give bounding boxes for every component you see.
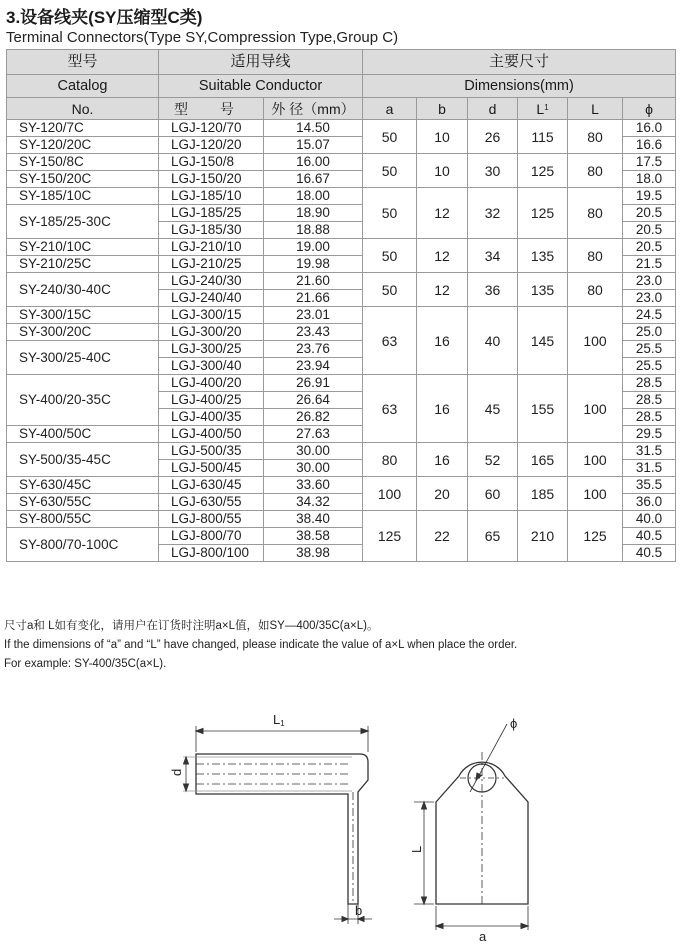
- l-cell: 100: [568, 375, 623, 443]
- l1-cell: 210: [518, 511, 568, 562]
- catalog-cell: SY-300/15C: [7, 307, 159, 324]
- od-cell: 19.00: [264, 239, 363, 256]
- header-catalog-en: Catalog: [7, 75, 159, 98]
- catalog-cell: SY-300/20C: [7, 324, 159, 341]
- label-phi: ϕ: [510, 716, 518, 731]
- od-cell: 16.00: [264, 154, 363, 171]
- conductor-cell: LGJ-400/25: [159, 392, 264, 409]
- a-cell: 50: [363, 188, 417, 239]
- l-cell: 100: [568, 477, 623, 511]
- b-cell: 16: [417, 375, 468, 443]
- note-cn: 尺寸a和 L如有变化，请用户在订货时注明a×L值，如SY—400/35C(a×L)。: [4, 620, 379, 632]
- d-cell: 52: [468, 443, 518, 477]
- b-cell: 10: [417, 120, 468, 154]
- table-row: [7, 188, 676, 205]
- header-od: 外 径（mm）: [264, 98, 363, 120]
- connector-diagram: [0, 690, 700, 945]
- d-cell: 34: [468, 239, 518, 273]
- header-type-label: 型 号: [174, 100, 248, 117]
- a-cell: 50: [363, 120, 417, 154]
- dimension-l1: [196, 726, 368, 752]
- d-cell: 26: [468, 120, 518, 154]
- table-row: [7, 120, 676, 137]
- b-cell: 22: [417, 511, 468, 562]
- conductor-cell: LGJ-300/20: [159, 324, 264, 341]
- header-catalog-cn: 型号: [7, 50, 159, 75]
- d-cell: 65: [468, 511, 518, 562]
- d-cell: 30: [468, 154, 518, 188]
- phi-cell: 23.0: [623, 290, 676, 307]
- phi-cell: 25.5: [623, 358, 676, 375]
- l1-cell: 135: [518, 239, 568, 273]
- catalog-cell: SY-120/20C: [7, 137, 159, 154]
- conductor-cell: LGJ-150/8: [159, 154, 264, 171]
- conductor-cell: LGJ-240/30: [159, 273, 264, 290]
- phi-cell: 25.5: [623, 341, 676, 358]
- header-conductor-cn: 适用导线: [159, 50, 363, 75]
- conductor-cell: LGJ-120/70: [159, 120, 264, 137]
- b-cell: 10: [417, 154, 468, 188]
- phi-cell: 24.5: [623, 307, 676, 324]
- header-b: b: [417, 98, 468, 120]
- catalog-cell: SY-210/10C: [7, 239, 159, 256]
- d-cell: 60: [468, 477, 518, 511]
- conductor-cell: LGJ-500/45: [159, 460, 264, 477]
- table-row: [7, 273, 676, 290]
- a-cell: 63: [363, 375, 417, 443]
- l1-cell: 125: [518, 188, 568, 239]
- phi-cell: 17.5: [623, 154, 676, 171]
- d-cell: 40: [468, 307, 518, 375]
- l1-cell: 125: [518, 154, 568, 188]
- note-en-1: If the dimensions of “a” and “L” have changed, please indicate the value of a×L when place the order.: [4, 639, 518, 651]
- b-cell: 12: [417, 239, 468, 273]
- catalog-cell: SY-240/30-40C: [7, 273, 159, 307]
- phi-cell: 40.5: [623, 545, 676, 562]
- header-dims-cn: 主要尺寸: [363, 50, 676, 75]
- catalog-cell: SY-800/55C: [7, 511, 159, 528]
- catalog-cell: SY-120/7C: [7, 120, 159, 137]
- l-cell: 125: [568, 511, 623, 562]
- header-dims-en: Dimensions(mm): [363, 75, 676, 98]
- phi-cell: 35.5: [623, 477, 676, 494]
- catalog-cell: SY-630/45C: [7, 477, 159, 494]
- conductor-cell: LGJ-500/35: [159, 443, 264, 460]
- a-cell: 50: [363, 239, 417, 273]
- od-cell: 23.01: [264, 307, 363, 324]
- table-row: [7, 477, 676, 494]
- od-cell: 18.88: [264, 222, 363, 239]
- phi-cell: 28.5: [623, 375, 676, 392]
- conductor-cell: LGJ-400/20: [159, 375, 264, 392]
- catalog-cell: SY-300/25-40C: [7, 341, 159, 375]
- conductor-cell: LGJ-800/100: [159, 545, 264, 562]
- phi-cell: 21.5: [623, 256, 676, 273]
- b-cell: 12: [417, 188, 468, 239]
- conductor-cell: LGJ-120/20: [159, 137, 264, 154]
- phi-cell: 28.5: [623, 409, 676, 426]
- conductor-cell: LGJ-300/40: [159, 358, 264, 375]
- conductor-cell: LGJ-185/30: [159, 222, 264, 239]
- b-cell: 20: [417, 477, 468, 511]
- d-cell: 32: [468, 188, 518, 239]
- catalog-cell: SY-185/25-30C: [7, 205, 159, 239]
- conductor-cell: LGJ-800/55: [159, 511, 264, 528]
- header-type: [159, 98, 264, 120]
- l-cell: 80: [568, 239, 623, 273]
- l-cell: 80: [568, 120, 623, 154]
- conductor-cell: LGJ-800/70: [159, 528, 264, 545]
- l-cell: 80: [568, 188, 623, 239]
- header-d: d: [468, 98, 518, 120]
- header-conductor-en: Suitable Conductor: [159, 75, 363, 98]
- l-cell: 100: [568, 307, 623, 375]
- note-en-2: For example: SY-400/35C(a×L).: [4, 658, 167, 670]
- header-l1-label: L: [536, 101, 545, 117]
- l-cell: 80: [568, 273, 623, 307]
- catalog-cell: SY-210/25C: [7, 256, 159, 273]
- od-cell: 30.00: [264, 460, 363, 477]
- catalog-cell: SY-400/20-35C: [7, 375, 159, 426]
- od-cell: 38.40: [264, 511, 363, 528]
- table-row: [7, 511, 676, 528]
- phi-cell: 31.5: [623, 443, 676, 460]
- table-row: [7, 239, 676, 256]
- table-row: [7, 443, 676, 460]
- od-cell: 23.76: [264, 341, 363, 358]
- conductor-cell: LGJ-630/55: [159, 494, 264, 511]
- od-cell: 34.32: [264, 494, 363, 511]
- table-row: [7, 375, 676, 392]
- conductor-cell: LGJ-300/15: [159, 307, 264, 324]
- phi-cell: 23.0: [623, 273, 676, 290]
- od-cell: 19.98: [264, 256, 363, 273]
- catalog-cell: SY-400/50C: [7, 426, 159, 443]
- catalog-cell: SY-630/55C: [7, 494, 159, 511]
- phi-cell: 40.5: [623, 528, 676, 545]
- phi-cell: 25.0: [623, 324, 676, 341]
- conductor-cell: LGJ-210/25: [159, 256, 264, 273]
- label-d: d: [169, 768, 184, 776]
- l-cell: 100: [568, 443, 623, 477]
- b-cell: 12: [417, 273, 468, 307]
- conductor-cell: LGJ-630/45: [159, 477, 264, 494]
- side-view-drawing: [183, 754, 368, 904]
- header-a: a: [363, 98, 417, 120]
- phi-cell: 29.5: [623, 426, 676, 443]
- od-cell: 21.60: [264, 273, 363, 290]
- conductor-cell: LGJ-300/25: [159, 341, 264, 358]
- a-cell: 80: [363, 443, 417, 477]
- phi-cell: 40.0: [623, 511, 676, 528]
- order-notes: [4, 617, 517, 674]
- catalog-cell: SY-185/10C: [7, 188, 159, 205]
- header-phi: ϕ: [623, 98, 676, 120]
- l1-cell: 115: [518, 120, 568, 154]
- phi-cell: 36.0: [623, 494, 676, 511]
- phi-cell: 19.5: [623, 188, 676, 205]
- a-cell: 63: [363, 307, 417, 375]
- dimension-d: [184, 757, 189, 791]
- section-title: 3.设备线夹(SY压缩型C类): [6, 8, 203, 27]
- b-cell: 16: [417, 443, 468, 477]
- od-cell: 21.66: [264, 290, 363, 307]
- od-cell: 26.64: [264, 392, 363, 409]
- od-cell: 26.82: [264, 409, 363, 426]
- l1-cell: 185: [518, 477, 568, 511]
- a-cell: 50: [363, 273, 417, 307]
- dimension-b: [334, 904, 372, 924]
- l-cell: 80: [568, 154, 623, 188]
- a-cell: 50: [363, 154, 417, 188]
- od-cell: 18.90: [264, 205, 363, 222]
- b-cell: 16: [417, 307, 468, 375]
- phi-cell: 20.5: [623, 222, 676, 239]
- phi-cell: 20.5: [623, 205, 676, 222]
- label-l1: L1: [273, 712, 285, 728]
- l1-cell: 135: [518, 273, 568, 307]
- spec-table: [6, 49, 676, 562]
- dimension-a: [436, 906, 528, 930]
- a-cell: 125: [363, 511, 417, 562]
- phi-cell: 16.0: [623, 120, 676, 137]
- od-cell: 30.00: [264, 443, 363, 460]
- phi-cell: 28.5: [623, 392, 676, 409]
- d-cell: 36: [468, 273, 518, 307]
- od-cell: 27.63: [264, 426, 363, 443]
- od-cell: 23.94: [264, 358, 363, 375]
- table-row: [7, 307, 676, 324]
- od-cell: 26.91: [264, 375, 363, 392]
- conductor-cell: LGJ-400/50: [159, 426, 264, 443]
- conductor-cell: LGJ-150/20: [159, 171, 264, 188]
- header-l: L: [568, 98, 623, 120]
- label-b: b: [355, 903, 363, 918]
- label-a: a: [479, 929, 487, 944]
- phi-cell: 16.6: [623, 137, 676, 154]
- phi-cell: 31.5: [623, 460, 676, 477]
- od-cell: 14.50: [264, 120, 363, 137]
- catalog-cell: SY-150/8C: [7, 154, 159, 171]
- catalog-cell: SY-150/20C: [7, 171, 159, 188]
- phi-cell: 20.5: [623, 239, 676, 256]
- phi-cell: 18.0: [623, 171, 676, 188]
- od-cell: 15.07: [264, 137, 363, 154]
- od-cell: 38.98: [264, 545, 363, 562]
- od-cell: 38.58: [264, 528, 363, 545]
- a-cell: 100: [363, 477, 417, 511]
- od-cell: 16.67: [264, 171, 363, 188]
- header-l1-sub: 1: [544, 103, 549, 112]
- l1-cell: 165: [518, 443, 568, 477]
- catalog-cell: SY-500/35-45C: [7, 443, 159, 477]
- l1-cell: 145: [518, 307, 568, 375]
- conductor-cell: LGJ-185/25: [159, 205, 264, 222]
- od-cell: 33.60: [264, 477, 363, 494]
- conductor-cell: LGJ-210/10: [159, 239, 264, 256]
- header-l1: [518, 98, 568, 120]
- header-catalog-no: No.: [7, 98, 159, 120]
- catalog-cell: SY-800/70-100C: [7, 528, 159, 562]
- table-row: [7, 154, 676, 171]
- l1-cell: 155: [518, 375, 568, 443]
- front-view-drawing: [436, 724, 528, 904]
- conductor-cell: LGJ-240/40: [159, 290, 264, 307]
- section-subtitle: Terminal Connectors(Type SY,Compression Type,Group C): [6, 29, 399, 46]
- conductor-cell: LGJ-400/35: [159, 409, 264, 426]
- conductor-cell: LGJ-185/10: [159, 188, 264, 205]
- label-l: L: [409, 845, 424, 853]
- od-cell: 18.00: [264, 188, 363, 205]
- od-cell: 23.43: [264, 324, 363, 341]
- d-cell: 45: [468, 375, 518, 443]
